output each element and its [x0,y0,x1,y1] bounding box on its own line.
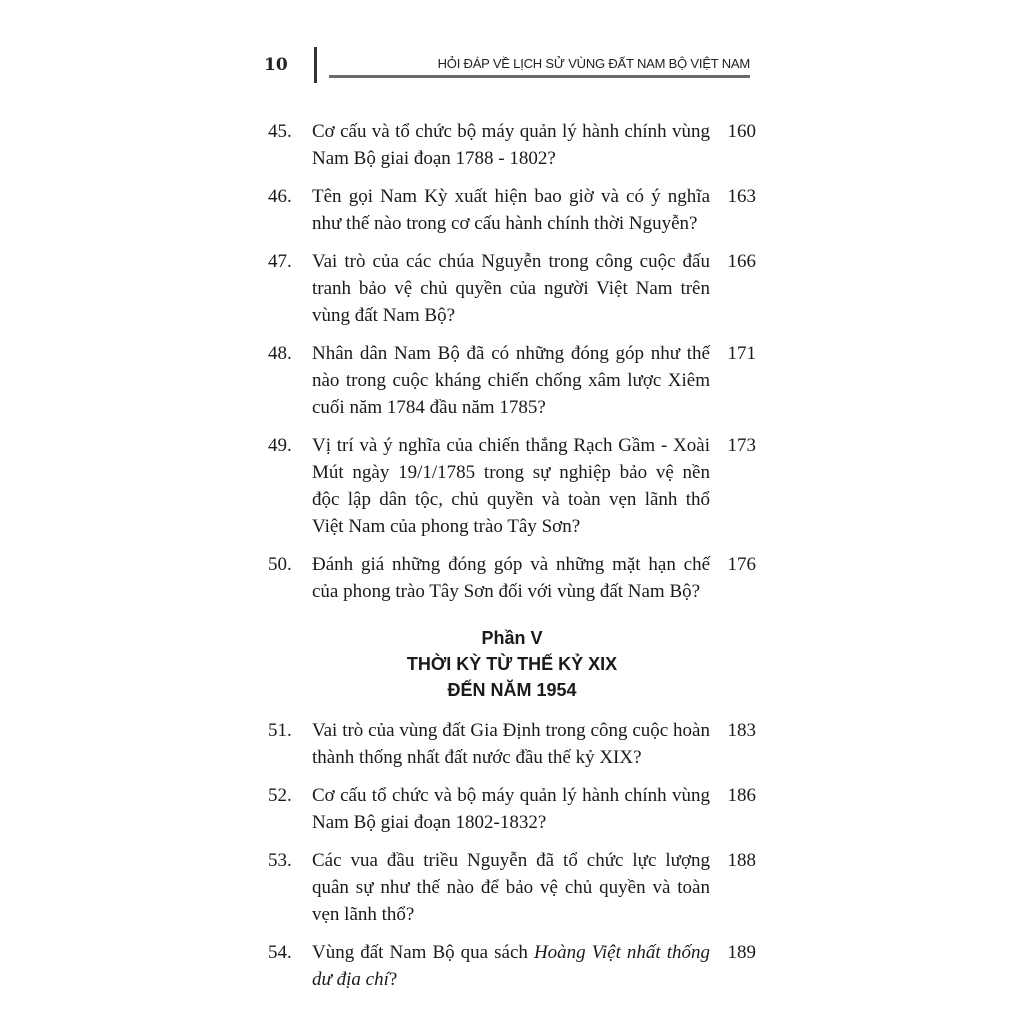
entry-page: 189 [727,942,756,963]
entry-text: Vai trò của vùng đất Gia Định trong công cuộc hoàn thành thống nhất đất nước đầu thế kỷ XIX? [312,720,710,768]
entry-number: 48. [268,343,292,364]
entry-page: 163 [727,186,756,207]
entry-page: 176 [727,554,756,575]
entry-page: 166 [727,251,756,272]
entry-number: 47. [268,251,292,272]
toc-entry [268,551,756,605]
entry-text-suffix: ? [388,969,398,990]
entry-text: Nhân dân Nam Bộ đã có những đóng góp như thế nào trong cuộc kháng chiến chống xâm lược Xiêm cuối năm 1784 đầu năm 1785? [312,343,710,418]
entry-text: Cơ cấu tổ chức và bộ máy quản lý hành chính vùng Nam Bộ giai đoạn 1802-1832? [312,785,710,833]
header-rule [329,75,750,78]
entry-text-prefix: Vùng đất Nam Bộ qua sách [312,942,534,963]
entry-text: Vị trí và ý nghĩa của chiến thắng Rạch Gầm - Xoài Mút ngày 19/1/1785 trong sự nghiệp bảo vệ nền độc lập dân tộc, chủ quyền và toàn vẹn lãnh thổ Việt Nam của phong trào Tây Sơn? [312,435,710,537]
entry-number: 53. [268,850,292,871]
entry-text: Các vua đầu triều Nguyễn đã tổ chức lực lượng quân sự như thế nào để bảo vệ chủ quyền và toàn vẹn lãnh thổ? [312,850,710,925]
entry-page: 188 [727,850,756,871]
toc-entry [268,118,756,172]
toc-entry [268,717,756,771]
entry-number: 50. [268,554,292,575]
toc-entry [268,939,756,993]
entry-number: 51. [268,720,292,741]
page-number: 10 [264,55,288,75]
running-title: HỎI ĐÁP VỀ LỊCH SỬ VÙNG ĐẤT NAM BỘ VIỆT NAM [437,56,750,71]
header-vertical-bar [314,47,317,83]
entry-page: 171 [727,343,756,364]
entry-number: 52. [268,785,292,806]
entry-page: 186 [727,785,756,806]
toc-entry [268,248,756,329]
entry-page: 173 [727,435,756,456]
entry-text: Tên gọi Nam Kỳ xuất hiện bao giờ và có ý nghĩa như thế nào trong cơ cấu hành chính thời Nguyễn? [312,186,710,234]
toc-entry [268,782,756,836]
entry-page: 160 [727,121,756,142]
entry-number: 54. [268,942,292,963]
entry-text [312,939,722,993]
section-title-line2: ĐẾN NĂM 1954 [447,680,577,700]
toc-entry [268,432,756,540]
toc-entry [268,847,756,928]
table-of-contents [268,118,756,1004]
entry-text: Vai trò của các chúa Nguyễn trong công cuộc đấu tranh bảo vệ chủ quyền của người Việt Nam trên vùng đất Nam Bộ? [312,251,710,326]
entry-text: Đánh giá những đóng góp và những mặt hạn chế của phong trào Tây Sơn đối với vùng đất Nam Bộ? [312,554,710,602]
entry-number: 46. [268,186,292,207]
section-title-line1: THỜI KỲ TỪ THẾ KỶ XIX [406,654,618,674]
section-heading [268,625,756,703]
entry-number: 49. [268,435,292,456]
section-part-label: Phần V [481,628,543,648]
entry-number: 45. [268,121,292,142]
toc-entry [268,340,756,421]
toc-entry [268,183,756,237]
entry-page: 183 [727,720,756,741]
entry-text: Cơ cấu và tổ chức bộ máy quản lý hành chính vùng Nam Bộ giai đoạn 1788 - 1802? [312,121,710,169]
book-title-italic: Hoàng Việt nhất thống dư địa chí [312,942,711,990]
